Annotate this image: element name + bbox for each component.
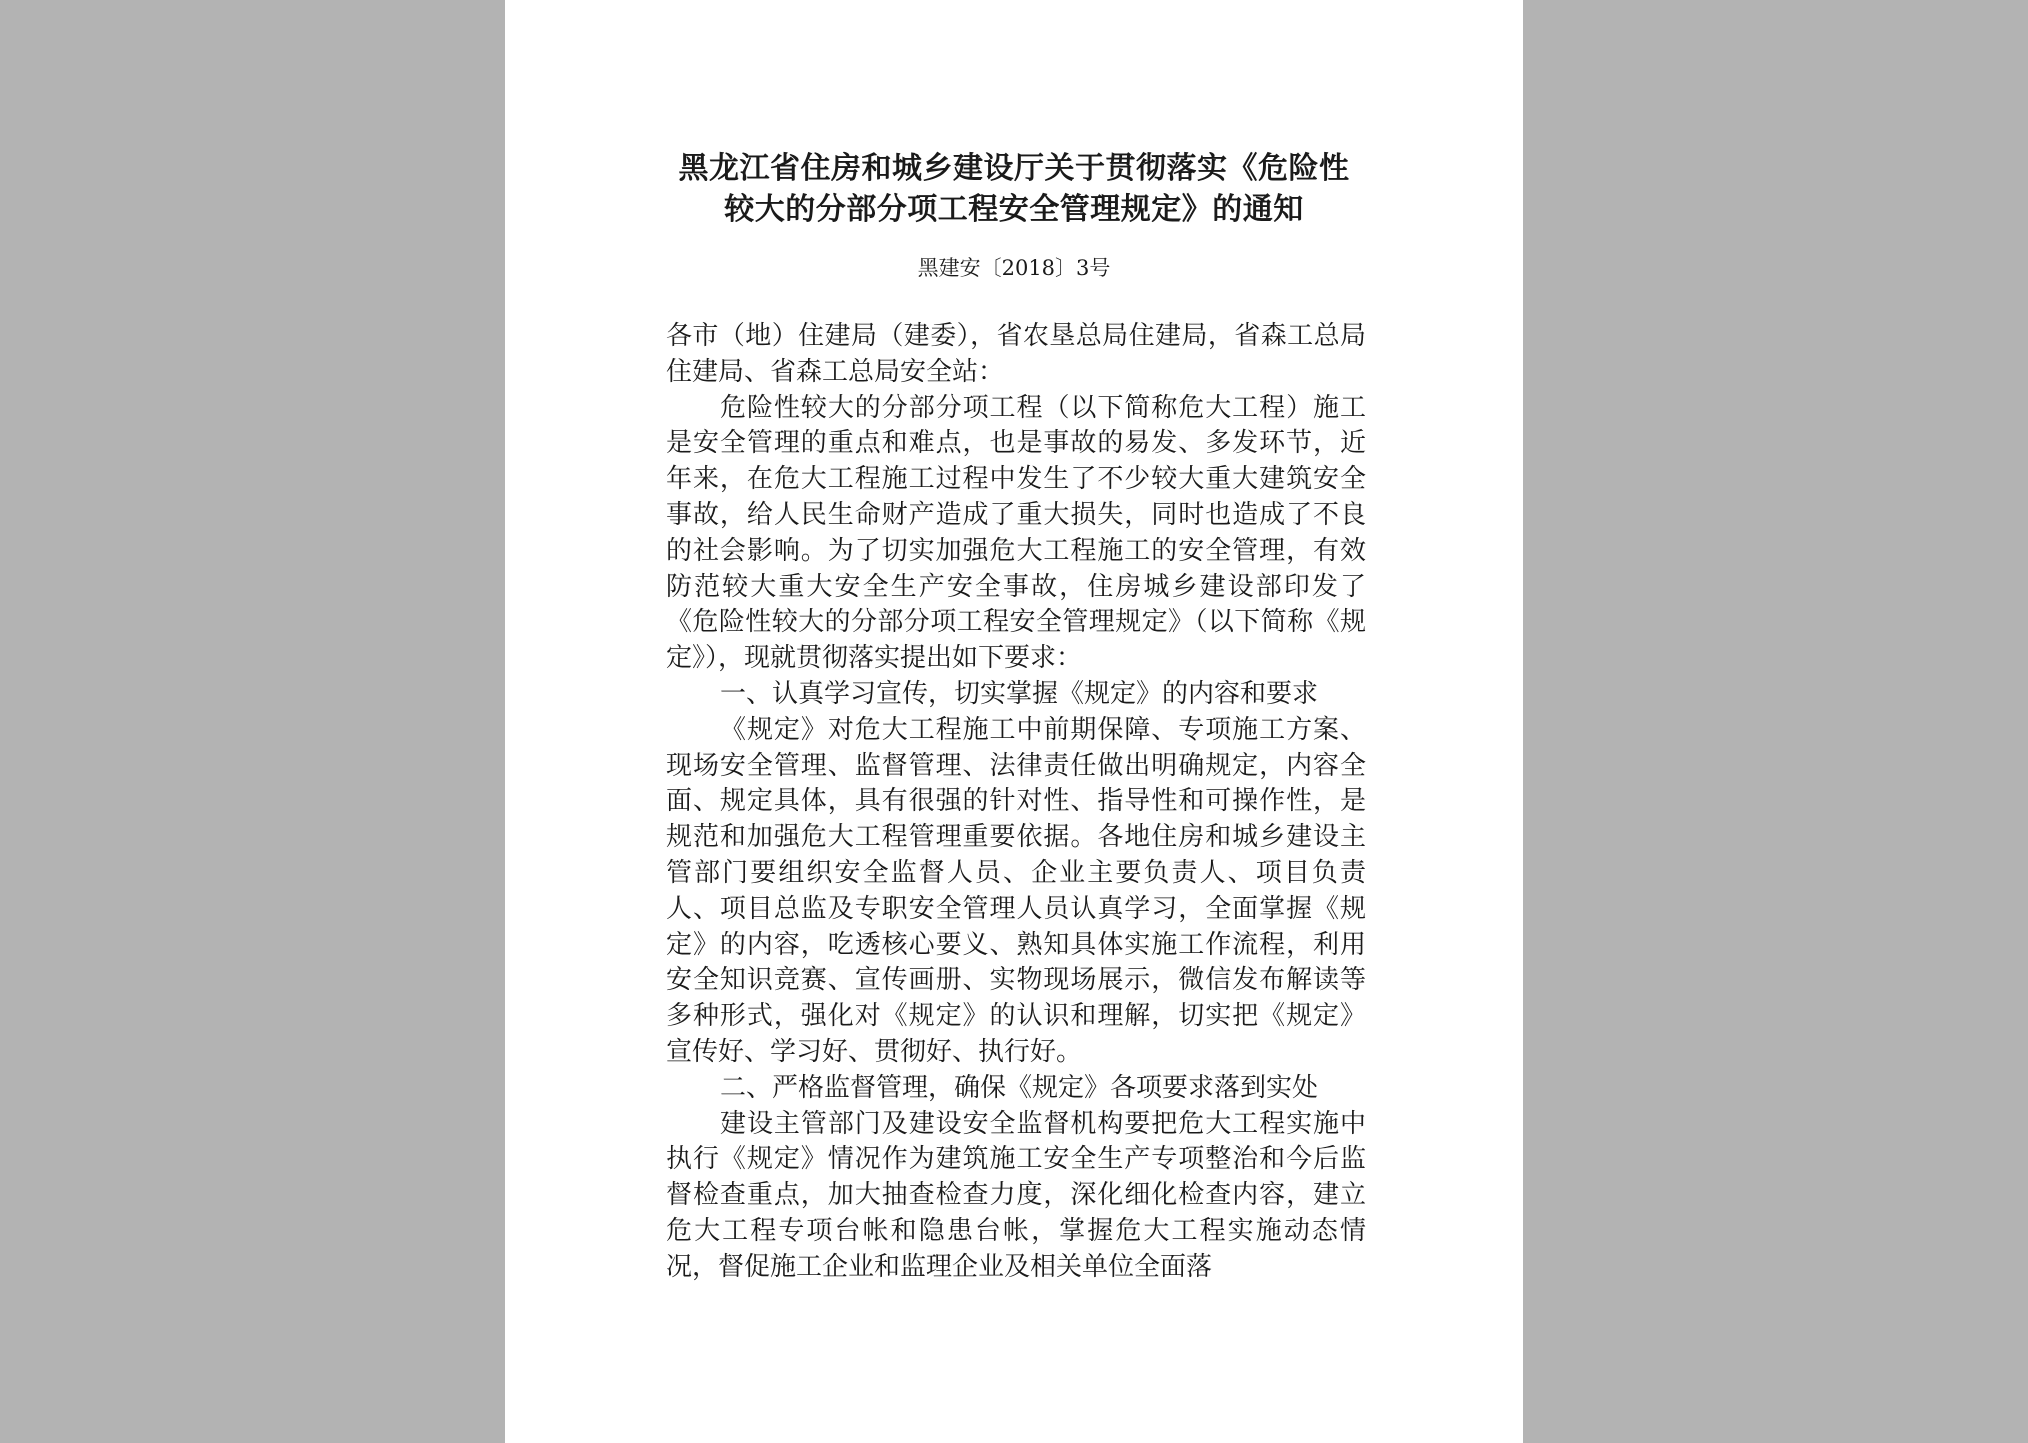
document-number: 黑建安〔2018〕3号 [917,256,1111,280]
document-title [505,148,1523,230]
title-line-1: 黑龙江省住房和城乡建设厅关于贯彻落实《危险性 [678,151,1350,186]
addressee: 各市（地）住建局（建委），省农垦总局住建局，省森工总局住建局、省森工总局安全站： [666,321,1366,387]
section-2-heading: 二、严格监督管理，确保《规定》各项要求落到实处 [720,1072,1319,1103]
document-body [666,319,1366,1286]
title-line-2: 较大的分部分项工程安全管理规定》的通知 [724,192,1304,227]
section-1-body: 《规定》对危大工程施工中前期保障、专项施工方案、现场安全管理、监督管理、法律责任做出明确规定，内容全面、规定具体，具有很强的针对性、指导性和可操作性，是规范和加强危大工程管理重要依据。各地住房和城乡建设主管部门要组织安全监督人员、企业主要负责人、项目负责人、项目总监及专职安全管理人员认真学习，全面掌握《规定》的内容，吃透核心要义、熟知具体实施工作流程，利用安全知识竞赛、宣传画册、实物现场展示，微信发布解读等多种形式，强化对《规定》的认识和理解，切实把《规定》宣传好、学习好、贯彻好、执行好。 [666,714,1366,1067]
document-page [505,0,1523,1443]
section-1-heading: 一、认真学习宣传，切实掌握《规定》的内容和要求 [720,678,1319,709]
section-2-body: 建设主管部门及建设安全监督机构要把危大工程实施中执行《规定》情况作为建筑施工安全生产专项整治和今后监督检查重点，加大抽查检查力度，深化细化检查内容，建立危大工程专项台帐和隐患台帐，掌握危大工程实施动态情况，督促施工企业和监理企业及相关单位全面落 [666,1108,1366,1282]
intro-paragraph: 危险性较大的分部分项工程（以下简称危大工程）施工是安全管理的重点和难点，也是事故的易发、多发环节，近年来，在危大工程施工过程中发生了不少较大重大建筑安全事故，给人民生命财产造成了重大损失，同时也造成了不良的社会影响。为了切实加强危大工程施工的安全管理，有效防范较大重大安全生产安全事故，住房城乡建设部印发了《危险性较大的分部分项工程安全管理规定》（以下简称《规定》），现就贯彻落实提出如下要求： [666,392,1366,674]
